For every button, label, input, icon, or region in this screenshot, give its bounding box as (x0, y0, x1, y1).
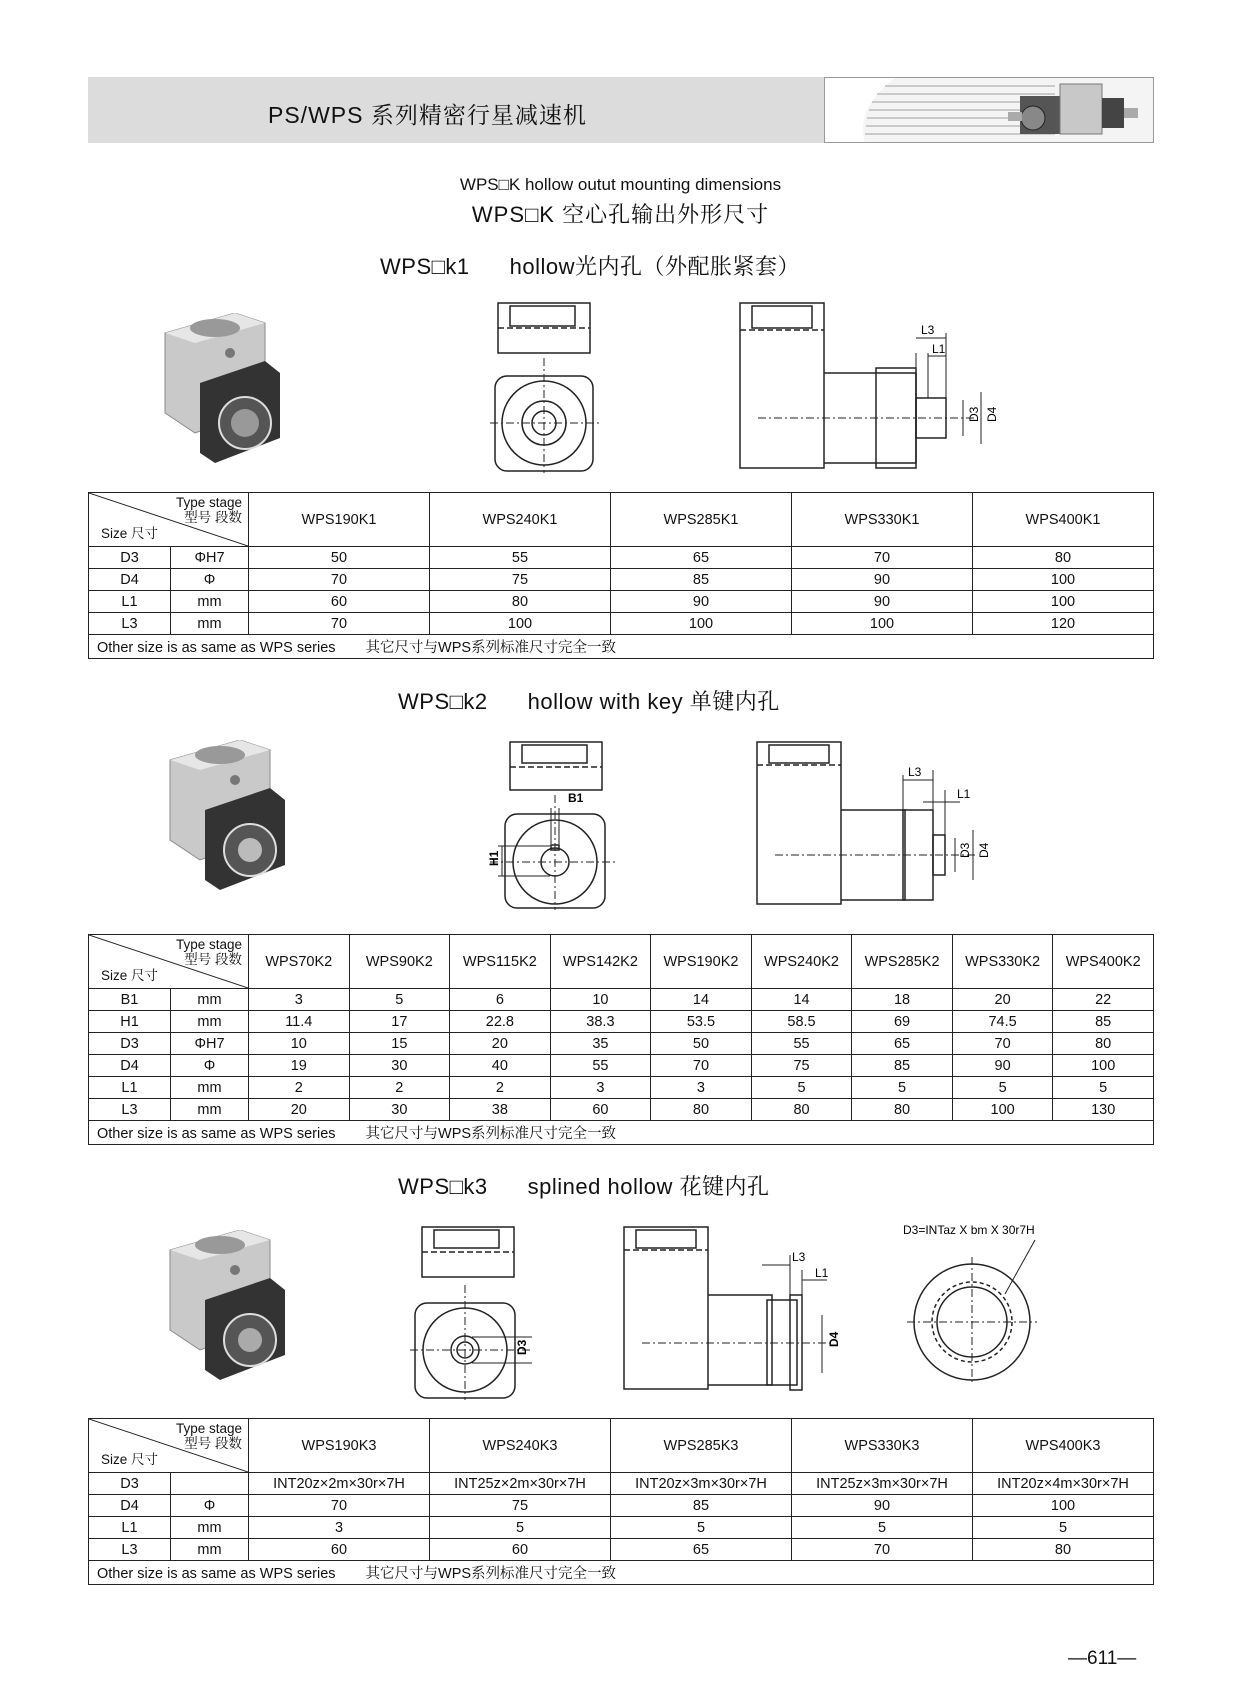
table-cell: 18 (852, 989, 953, 1011)
k2-b1-label: B1 (568, 791, 584, 805)
k3-title: splined hollow 花键内孔 (527, 1174, 770, 1199)
model-header: WPS285K1 (611, 493, 792, 547)
k2-section-title (398, 685, 780, 716)
k3-l3-label: L3 (792, 1250, 806, 1264)
row-unit: mm (171, 1011, 249, 1033)
table-row (89, 591, 1154, 613)
k2-front-view-drawing (480, 740, 620, 910)
table-cell: 74.5 (952, 1011, 1053, 1033)
model-header: WPS330K2 (952, 935, 1053, 989)
table-cell: 17 (349, 1011, 450, 1033)
table-cell: 10 (550, 989, 651, 1011)
row-name: L1 (89, 1077, 171, 1099)
table-cell: 100 (611, 613, 792, 635)
table-cell: 14 (651, 989, 752, 1011)
row-name: D4 (89, 569, 171, 591)
row-name: B1 (89, 989, 171, 1011)
table-cell: 100 (973, 569, 1154, 591)
table-cell: 130 (1053, 1099, 1154, 1121)
row-name: L3 (89, 1539, 171, 1561)
table-cell: 90 (611, 591, 792, 613)
table-cell: 100 (792, 613, 973, 635)
k3-gearbox-photo (160, 1230, 285, 1390)
table-cell: 2 (249, 1077, 350, 1099)
row-name: D4 (89, 1055, 171, 1077)
table-cell: 35 (550, 1033, 651, 1055)
table-row (89, 1517, 1154, 1539)
table-cell: 100 (1053, 1055, 1154, 1077)
type-stage-label: Type stage (175, 937, 242, 952)
k3-d3-label: D3 (515, 1339, 529, 1355)
subtitle-english: WPS□K hollow outut mounting dimensions (459, 175, 782, 194)
row-unit: mm (171, 613, 249, 635)
k3-code: WPS□k3 (398, 1174, 488, 1199)
table-cell: 5 (611, 1517, 792, 1539)
table-cell: 55 (430, 547, 611, 569)
table-cell: 22 (1053, 989, 1154, 1011)
model-header: WPS240K3 (430, 1419, 611, 1473)
k2-l1-label: L1 (957, 787, 971, 801)
table-cell: 70 (792, 1539, 973, 1561)
row-unit: Φ (171, 569, 249, 591)
table-row (89, 989, 1154, 1011)
table-cell: 30 (349, 1099, 450, 1121)
size-label: Size 尺寸 (101, 968, 159, 983)
table-cell: 60 (249, 591, 430, 613)
row-name: L1 (89, 591, 171, 613)
header-product-banner (824, 77, 1154, 143)
k1-section-title (380, 250, 800, 281)
table-row (89, 1099, 1154, 1121)
row-unit: Φ (171, 1495, 249, 1517)
k3-spline-note: D3=INTaz X bm X 30r7H (903, 1223, 1035, 1237)
table-cell: 80 (751, 1099, 852, 1121)
table-cell: 120 (973, 613, 1154, 635)
table-cell: 100 (973, 1495, 1154, 1517)
table-cell: 65 (852, 1033, 953, 1055)
table-cell: 80 (973, 1539, 1154, 1561)
table-cell: 5 (430, 1517, 611, 1539)
table-cell: 50 (651, 1033, 752, 1055)
table-cell: 70 (249, 1495, 430, 1517)
table-cell: 20 (952, 989, 1053, 1011)
k1-l1-label: L1 (932, 342, 946, 356)
row-name: L3 (89, 613, 171, 635)
model-header: WPS190K2 (651, 935, 752, 989)
model-header: WPS190K3 (249, 1419, 430, 1473)
page-title: PS/WPS 系列精密行星减速机 (268, 102, 587, 128)
row-name: D3 (89, 1473, 171, 1495)
table-cell: 5 (973, 1517, 1154, 1539)
k1-side-view-drawing (738, 298, 1018, 473)
table-row (89, 1077, 1154, 1099)
model-header: WPS190K1 (249, 493, 430, 547)
table-row (89, 1055, 1154, 1077)
table-cell: 75 (430, 569, 611, 591)
table-cell: 5 (952, 1077, 1053, 1099)
model-header: WPS400K2 (1053, 935, 1154, 989)
table-corner-header (89, 493, 249, 547)
k3-spec-table (88, 1418, 1154, 1585)
model-header: WPS240K2 (751, 935, 852, 989)
table-cell: 85 (611, 569, 792, 591)
k2-d3-label: D3 (958, 842, 972, 858)
table-cell: INT20z×3m×30r×7H (611, 1473, 792, 1495)
table-cell: 75 (430, 1495, 611, 1517)
table-row (89, 1011, 1154, 1033)
table-cell: 20 (249, 1099, 350, 1121)
table-cell: 80 (973, 547, 1154, 569)
table-row (89, 1495, 1154, 1517)
table-cell: 53.5 (651, 1011, 752, 1033)
table-cell: 2 (450, 1077, 551, 1099)
row-unit: mm (171, 1517, 249, 1539)
model-header: WPS90K2 (349, 935, 450, 989)
row-name: L1 (89, 1517, 171, 1539)
table-cell: 100 (430, 613, 611, 635)
table-cell: 60 (550, 1099, 651, 1121)
k2-h1-label: H1 (487, 850, 501, 866)
table-cell: 38 (450, 1099, 551, 1121)
table-cell: INT25z×2m×30r×7H (430, 1473, 611, 1495)
table-row (89, 613, 1154, 635)
table-cell: 2 (349, 1077, 450, 1099)
table-cell: 5 (751, 1077, 852, 1099)
table-cell: 80 (651, 1099, 752, 1121)
table-cell: INT20z×2m×30r×7H (249, 1473, 430, 1495)
table-note: Other size is as same as WPS series 其它尺寸与WPS系列标准尺寸完全一致 (89, 1121, 1154, 1145)
table-cell: INT20z×4m×30r×7H (973, 1473, 1154, 1495)
row-unit: mm (171, 591, 249, 613)
model-header: WPS330K1 (792, 493, 973, 547)
table-cell: 6 (450, 989, 551, 1011)
k2-gearbox-photo (160, 740, 285, 900)
table-cell: 10 (249, 1033, 350, 1055)
model-stage-label: 型号 段数 (184, 1436, 242, 1451)
k2-l3-label: L3 (908, 765, 922, 779)
header-stripes-image (825, 78, 1154, 143)
model-header: WPS400K3 (973, 1419, 1154, 1473)
size-label: Size 尺寸 (101, 526, 159, 541)
table-cell: 90 (792, 1495, 973, 1517)
k1-d4-label: D4 (985, 406, 999, 422)
k1-d3-label: D3 (967, 406, 981, 422)
table-cell: 70 (249, 613, 430, 635)
k1-front-view-drawing (490, 298, 600, 473)
table-cell: 5 (792, 1517, 973, 1539)
model-stage-label: 型号 段数 (184, 510, 242, 525)
table-note: Other size is as same as WPS series 其它尺寸与WPS系列标准尺寸完全一致 (89, 635, 1154, 659)
table-cell: INT25z×3m×30r×7H (792, 1473, 973, 1495)
row-name: D3 (89, 547, 171, 569)
table-cell: 3 (651, 1077, 752, 1099)
k1-l3-label: L3 (921, 323, 935, 337)
table-row (89, 1473, 1154, 1495)
table-cell: 69 (852, 1011, 953, 1033)
k3-l1-label: L1 (815, 1266, 829, 1280)
table-cell: 3 (249, 1517, 430, 1539)
table-cell: 80 (430, 591, 611, 613)
row-name: D4 (89, 1495, 171, 1517)
table-cell: 30 (349, 1055, 450, 1077)
k3-side-view-drawing (622, 1225, 862, 1400)
table-corner-header (89, 935, 249, 989)
row-unit (171, 1473, 249, 1495)
table-cell: 5 (349, 989, 450, 1011)
table-cell: 55 (550, 1055, 651, 1077)
row-unit: Φ (171, 1055, 249, 1077)
model-stage-label: 型号 段数 (184, 952, 242, 967)
table-cell: 55 (751, 1033, 852, 1055)
row-unit: mm (171, 989, 249, 1011)
k2-spec-table (88, 934, 1154, 1145)
k3-section-title (398, 1170, 769, 1201)
table-cell: 70 (651, 1055, 752, 1077)
k1-gearbox-photo (155, 313, 280, 473)
k2-side-view-drawing (755, 740, 1015, 910)
table-row (89, 1539, 1154, 1561)
model-header: WPS285K3 (611, 1419, 792, 1473)
type-stage-label: Type stage (175, 1421, 242, 1436)
table-cell: 70 (792, 547, 973, 569)
table-cell: 65 (611, 1539, 792, 1561)
model-header: WPS285K2 (852, 935, 953, 989)
table-cell: 5 (852, 1077, 953, 1099)
table-cell: 90 (792, 591, 973, 613)
table-cell: 14 (751, 989, 852, 1011)
model-header: WPS240K1 (430, 493, 611, 547)
model-header: WPS70K2 (249, 935, 350, 989)
subtitle-chinese: WPS□K 空心孔输出外形尺寸 (471, 202, 770, 227)
table-cell: 85 (611, 1495, 792, 1517)
table-cell: 90 (952, 1055, 1053, 1077)
table-cell: 100 (952, 1099, 1053, 1121)
table-cell: 85 (852, 1055, 953, 1077)
table-cell: 85 (1053, 1011, 1154, 1033)
k3-front-view-drawing (410, 1225, 540, 1400)
model-header: WPS142K2 (550, 935, 651, 989)
table-cell: 40 (450, 1055, 551, 1077)
table-cell: 90 (792, 569, 973, 591)
table-cell: 38.3 (550, 1011, 651, 1033)
model-header: WPS330K3 (792, 1419, 973, 1473)
k2-d4-label: D4 (977, 842, 991, 858)
table-row (89, 547, 1154, 569)
size-label: Size 尺寸 (101, 1452, 159, 1467)
model-header: WPS115K2 (450, 935, 551, 989)
table-cell: 20 (450, 1033, 551, 1055)
table-cell: 3 (550, 1077, 651, 1099)
table-cell: 15 (349, 1033, 450, 1055)
table-row (89, 569, 1154, 591)
table-cell: 70 (249, 569, 430, 591)
table-cell: 19 (249, 1055, 350, 1077)
row-unit: ΦH7 (171, 1033, 249, 1055)
type-stage-label: Type stage (175, 495, 242, 510)
table-cell: 80 (1053, 1033, 1154, 1055)
model-header: WPS400K1 (973, 493, 1154, 547)
table-note: Other size is as same as WPS series 其它尺寸与WPS系列标准尺寸完全一致 (89, 1561, 1154, 1585)
table-row (89, 1033, 1154, 1055)
k1-title: hollow光内孔（外配胀紧套） (509, 254, 801, 279)
k1-code: WPS□k1 (380, 254, 470, 279)
row-name: D3 (89, 1033, 171, 1055)
table-cell: 11.4 (249, 1011, 350, 1033)
table-cell: 75 (751, 1055, 852, 1077)
page-number: —611— (1068, 1648, 1137, 1669)
row-unit: ΦH7 (171, 547, 249, 569)
table-corner-header (89, 1419, 249, 1473)
row-unit: mm (171, 1539, 249, 1561)
k1-spec-table (88, 492, 1154, 659)
table-cell: 60 (430, 1539, 611, 1561)
table-cell: 60 (249, 1539, 430, 1561)
table-cell: 3 (249, 989, 350, 1011)
row-name: H1 (89, 1011, 171, 1033)
k2-title: hollow with key 单键内孔 (527, 689, 780, 714)
row-unit: mm (171, 1077, 249, 1099)
table-cell: 65 (611, 547, 792, 569)
table-cell: 22.8 (450, 1011, 551, 1033)
table-cell: 80 (852, 1099, 953, 1121)
page-header (88, 77, 1154, 143)
table-cell: 50 (249, 547, 430, 569)
table-cell: 70 (952, 1033, 1053, 1055)
table-cell: 58.5 (751, 1011, 852, 1033)
table-cell: 100 (973, 591, 1154, 613)
row-unit: mm (171, 1099, 249, 1121)
k3-spline-section-drawing (895, 1222, 1075, 1382)
table-cell: 5 (1053, 1077, 1154, 1099)
row-name: L3 (89, 1099, 171, 1121)
k3-d4-label: D4 (827, 1331, 841, 1347)
k2-code: WPS□k2 (398, 689, 488, 714)
